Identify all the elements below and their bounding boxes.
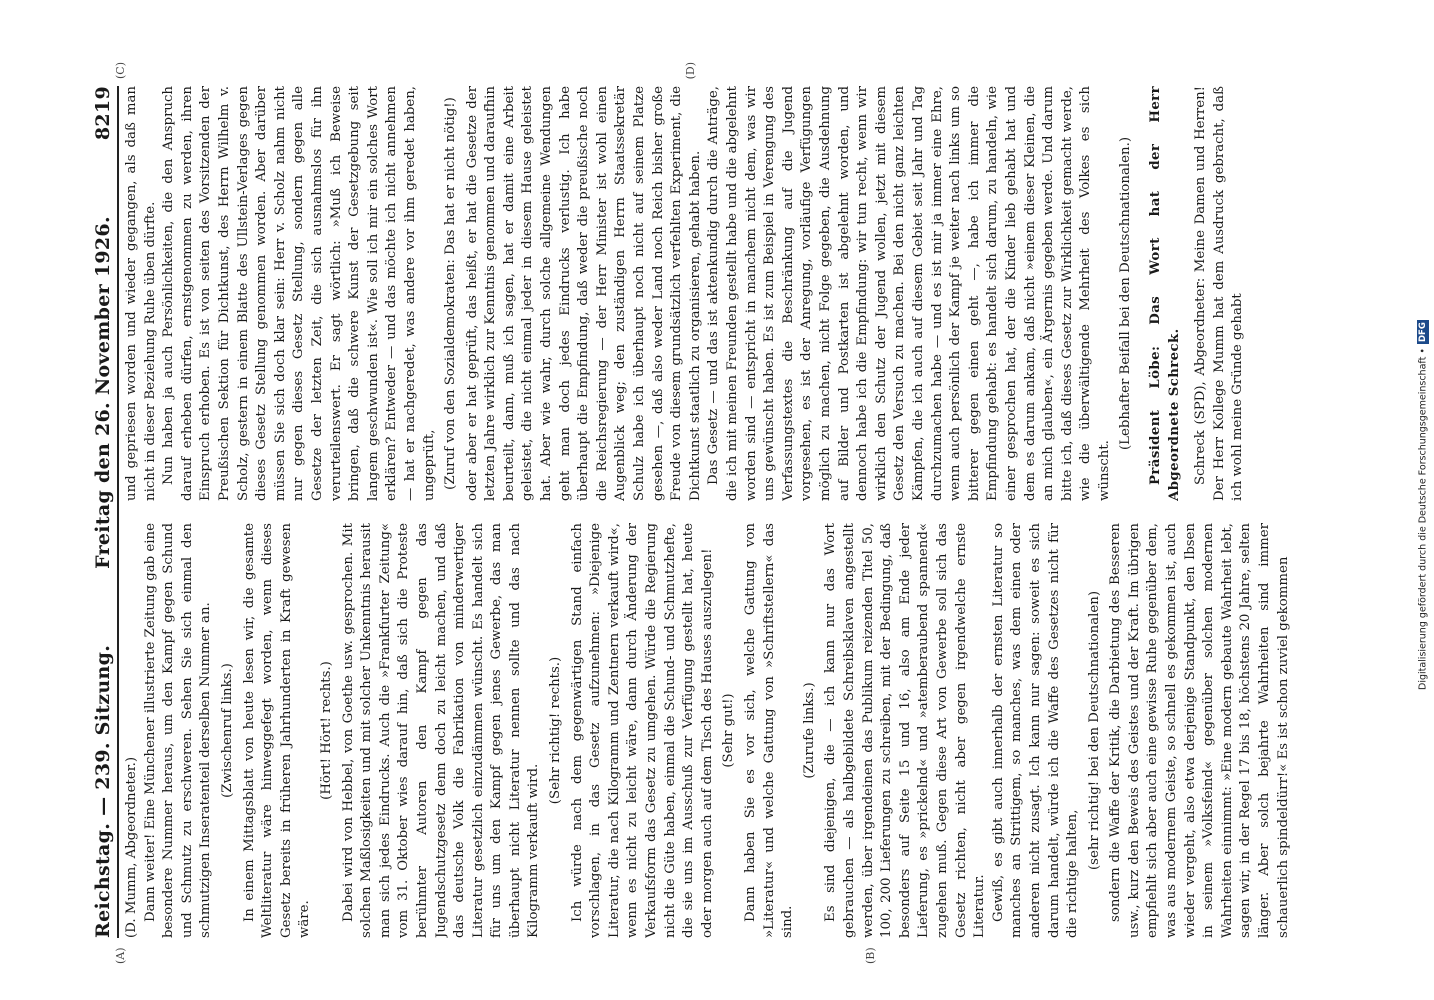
- interjection: (Zuruf von den Sozialdemokraten: Das hat er nicht nötig!): [443, 97, 459, 490]
- paragraph: sondern die Waffe der Kritik, die Darbietung des Besseren usw., kurz den Beweis des Geistes und der Kraft. Im übrigen empfiehlt sich aber auch eine gewisse Ruhe gegenüber dem, was aus modernem Geiste, so schnell es gekommen ist, auch wieder vergeht, also etwa derjenige Standpunkt, den Ibsen in seinem »Volksfeind« gegenüber solchen modernen Wahrheiten einnimmt: »Eine modern gebaute Wahrheit lebt, sagen wir, in der Regel 17 bis 18, höchstens 20 Jahre, selten länger. Aber solch bejahrte Wahrheiten sind immer schauerlich spindeldürr!« Es ist schon zuviel gekommen: [1108, 523, 1291, 938]
- header-date: Freitag den 26. November 1926.: [92, 216, 114, 569]
- column-right: [123, 86, 1303, 501]
- interjection: (Zwischenruf links.): [219, 663, 235, 798]
- speaker-opening: Schreck (SPD), Abgeordneter: Meine Damen und Herren! Der Herr Kollege Mumm hat dem Ausdruck gebracht, daß ich wohl meine Gründe gehabt: [1193, 86, 1246, 501]
- paragraph: Dabei wird von Hebbel, von Goethe usw. gesprochen. Mit solchen Maßlosigkeiten und mit solcher Unkenntnis herausit man sich jedes Eindrucks. Auch die »Frankfurter Zeitung« vom 31. Oktober wies darauf hin, daß sich die Proteste berühmter Autoren den Kampf gegen das Jugendschutzgesetz denn doch zu leicht machen, und daß das deutsche Volk die Fabrikation von minderwertiger Literatur gesetzlich einzudämmen wünscht. Es handelt sich für uns um den Kampf gegen jenes Gewerbe, das man überhaupt nicht Literatur nennen sollte und das nach Kilogramm verkauft wird.: [340, 523, 542, 938]
- document-page: [84, 62, 1344, 964]
- column-left: [123, 523, 1303, 938]
- speaker-tag: (D. Mumm, Abgeordneter.): [124, 756, 139, 938]
- interjection: (Zurufe links.): [801, 682, 817, 779]
- digitization-credit: [1416, 10, 1430, 690]
- page-header: [92, 86, 119, 938]
- interjection: (sehr richtig! bei den Deutschnationalen): [1086, 590, 1102, 871]
- paragraph: In einem Mittagsblatt von heute lesen wir, die gesamte Weltliteratur wäre hinweggefegt worden, wenn dieses Gesetz bereits in früheren Jahrhunderten in Kraft gewesen wäre.: [241, 523, 313, 938]
- paragraph: Ich würde nach dem gegenwärtigen Stand einfach vorschlagen, in das Gesetz aufzunehmen: »Diejenige Literatur, die nach Kilogramm und Zentnern verkauft wird«, wenn es nicht zu leicht wäre, dann durch Änderung der Verkaufsform das Gesetz zu umgehen. Würde die Regierung nicht die Güte haben, einmal die Schund- und Schmutzhefte, die sie uns im Ausschuß zur Verfügung gestellt hat, heute oder morgen auch auf dem Tisch des Hauses auszulegen!: [569, 523, 715, 938]
- paragraph: Das Gesetz — und das ist aktenkundig durch die Anträge, die ich mit meinen Freunden gestellt habe und die abgelehnt worden sind — entspricht in manchem nicht dem, was wir uns gewünscht haben. Es ist zum Beispiel in Verengung des Verfassungstextes die Beschränkung auf die Jugend vorgesehen, es ist der Anregung, vorläufige Verfügungen möglich zu machen, nicht Folge gegeben, die Ausdehnung auf Bilder und Postkarten ist abgelehnt worden, und dennoch habe ich die Empfindung: wir tun recht, wenn wir wirklich den Schutz der Jugend wollen, jetzt mit diesem Gesetz den Versuch zu machen. Bei den nicht ganz leichten Kämpfen, die ich auch auf diesem Gebiet seit Jahr und Tag durchzumachen habe — und es ist mir ja immer eine Ehre, wenn auch persönlich der Kampf je weiter nach links um so bitterer gegen einen geht —, habe ich immer die Empfindung gehabt: es handelt sich darum, zu handeln, wie einer gesprochen hat, der die Kinder lieb gehabt hat und dem es darum ankam, daß nicht »einem dieser Kleinen, die an mich glauben«, ein Ärgernis gegeben werde. Und darum bitte ich, daß dieses Gesetz zur Wirklichkeit gemacht werde, wie die überwältigende Mehrheit des Volkes es sich wünscht.: [706, 86, 1112, 501]
- margin-mark-a: (A): [114, 947, 127, 964]
- paragraph: Nun haben ja auch Persönlichkeiten, die den Anspruch darauf erheben dürfen, ernstgenommen zu werden, ihren Einspruch erhoben. Es ist von seiten des Vorsitzenden der Preußischen Sektion für Dichtkunst, des Herrn Wilhelm v. Scholz, gestern in einem Blatte des Ullstein-Verlages gegen dieses Gesetz Stellung genommen worden. Aber darüber müssen Sie sich doch klar sein: Herr v. Scholz nahm nicht nur gegen dieses Gesetz Stellung, sondern gegen alle Gesetze der letzten Zeit, die sich ausnahmslos für ihn verurteilenswert. Er sagt wörtlich: »Muß ich Beweise bringen, daß die schwere Kunst der Gesetzgebung seit langem geschwunden ist«. Wie soll ich mir ein solches Wort erklären? Entweder — und das möchte ich nicht annehmen — hat er nachgeredet, was andere vor ihm geredet haben, ungeprüft,: [161, 86, 437, 501]
- header-session: Reichstag. — 239. Sitzung.: [92, 644, 114, 938]
- paragraph: Es sind diejenigen, die — ich kann nur das Wort gebrauchen — als halbgebildete Schreibsklaven angestellt werden, über irgendeinen das Publikum reizenden Titel 50, 100, 200 Lieferungen zu schreiben, mit der Bedingung, daß besonders auf Seite 15 und 16, also am Ende jeder Lieferung, es »prickelnd« und »atemberaubend spannend« zugehen muß. Gegen diese Art von Gewerbe soll sich das Gesetz richten, nicht aber gegen irgendwelche ernste Literatur.: [823, 523, 988, 938]
- margin-mark-b: (B): [864, 947, 877, 964]
- paragraph: Dann weiter! Eine Münchener illustrierte Zeitung gab eine besondere Nummer heraus, um den Kampf gegen Schund und Schmutz zu erschweren. Sehen Sie sich einmal den schmutzigen Inseratenteil derselben Nummer an.: [142, 523, 214, 938]
- paragraph: Gewiß, es gibt auch innerhalb der ernsten Literatur so manches an Strittigem, so manches, was dem einen oder anderen nicht zusagt. Ich kann nur sagen: soweit es sich darum handelt, würde ich die Waffe des Gesetzes nicht für die richtige halten,: [990, 523, 1081, 938]
- interjection: (Lebhafter Beifall bei den Deutschnationalen.): [1118, 136, 1134, 451]
- dfg-logo: DFG: [1418, 322, 1428, 343]
- interjection: (Hört! Hört! rechts.): [318, 661, 334, 800]
- interjection: (Sehr gut!): [721, 693, 737, 768]
- margin-mark-d: (D): [684, 62, 697, 80]
- paragraph: Dann haben Sie es vor sich, welche Gattung von »Literatur« und welche Gattung von »Schriftstellern« das sind.: [743, 523, 796, 938]
- credit-text: Digitalisierung gefördert durch die Deutsche Forschungsgemeinschaft •: [1417, 348, 1429, 690]
- page-number: 8219: [92, 86, 114, 141]
- paragraph: und gepriesen worden und wieder gegangen, als daß man nicht in dieser Beziehung Ruhe üben dürfte.: [124, 86, 158, 501]
- paragraph: oder aber er hat geprüft, das heißt, er hat die Gesetze der letzten Jahre wirklich zur Kenntnis genommen und daraufhin beurteilt, dann, muß ich sagen, hat er damit eine Arbeit geleistet, die nicht einmal jeder in diesem Hause geleistet hat. Aber wie wahr, durch solche allgemeine Wendungen geht man doch jedes Eindrucks verlustig. Ich habe überhaupt die Empfindung, daß weder die preußische noch die Reichsregierung — der Herr Minister ist wohl einen Augenblick weg; den zuständigen Herrn Staatssekretär Schulz habe ich überhaupt noch nicht auf seinem Platze gesehen —, daß also weder Land noch Reich bisher große Freude von diesem grundsätzlich verfehlten Experiment, die Dichtkunst staatlich zu organisieren, gehabt haben.: [464, 86, 703, 501]
- interjection: (Sehr richtig! rechts.): [548, 656, 564, 805]
- president-remark: Präsident Löbe: Das Wort hat der Herr Abgeordnete Schreck.: [1148, 86, 1182, 501]
- text-columns: [123, 86, 1303, 938]
- margin-mark-c: (C): [114, 62, 127, 79]
